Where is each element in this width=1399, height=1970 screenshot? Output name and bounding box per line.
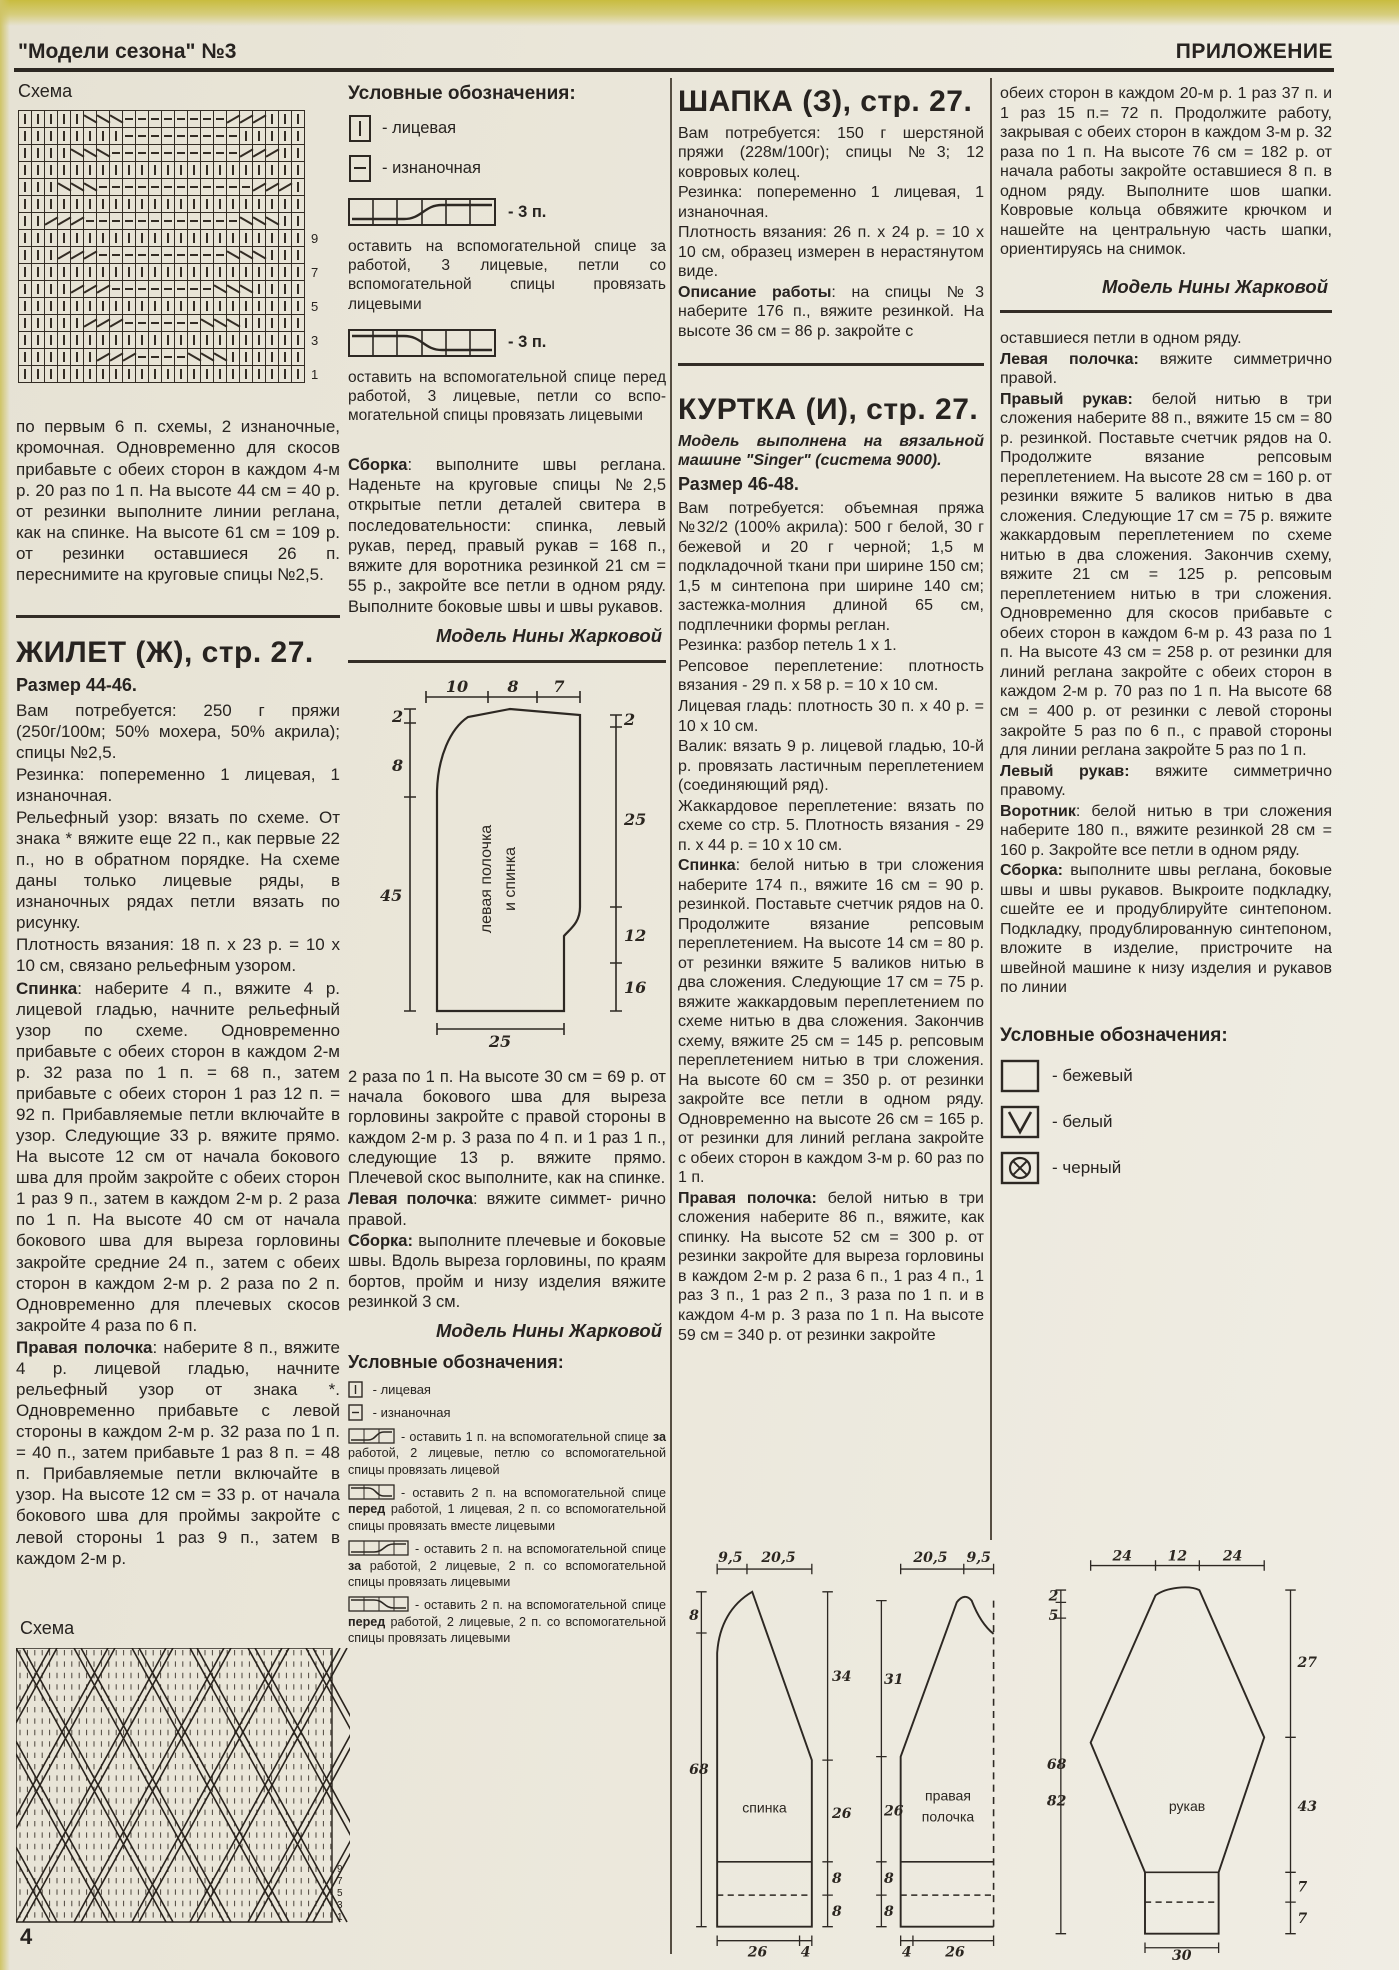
legend-item-knit	[348, 113, 666, 143]
paragraph	[348, 1189, 666, 1230]
cable-symbol-icon	[348, 1427, 396, 1445]
paragraph-text: Лицевая гладь: плотность 30 п. х 40 р. = 10 х 10 см.	[678, 698, 984, 735]
black-circle-x-square-icon	[1000, 1151, 1040, 1185]
designer-signature: Модель Нины Жарковой	[435, 1320, 662, 1342]
paragraph-text: оставшиеся петли в одном ряду.	[1000, 330, 1242, 348]
legend-item	[348, 1483, 666, 1534]
paragraph-assembly	[348, 455, 666, 617]
paragraph-text: выполните швы реглана, боковые швы и швы рукавов. Выкроите подкладку, сшейте ее и продублируйте синтепоном. Подкладку, продублированную синтепоном, вложите в изделие, пристрочите на швейной машине к низу изделия и рукавов по линии	[1000, 862, 1332, 997]
dim-label: 26	[945, 1944, 965, 1960]
svg-text:3: 3	[337, 1900, 343, 1911]
beige-square-icon	[1000, 1059, 1040, 1093]
cable-symbol-icon	[348, 1483, 396, 1501]
column-divider	[670, 78, 672, 1954]
piece-label: спинка	[742, 1799, 787, 1816]
paragraph-text: : белой нитью в три сложения наберите 180 п., вяжите резинкой 28 см = 160 р. Закройте все петли в одном ряду.	[1000, 802, 1332, 859]
dim-label: 2	[624, 709, 636, 729]
paragraph-text: : на спицы №3 наберите 176 п., вяжите резинкой. На высоте 36 см = 86 р. закройте с	[678, 283, 984, 340]
dim-label: 24	[1112, 1548, 1132, 1565]
cable-symbol-icon	[348, 1539, 410, 1557]
dim-label: 26	[884, 1803, 904, 1820]
legend-caption: - 3 п.	[508, 203, 547, 222]
paragraph	[1000, 802, 1332, 861]
dim-label: 12	[624, 925, 647, 945]
paragraph: 2 раза по 1 п. На высоте 30 см = 69 р. от начала бокового шва для выреза горловины закройте с правой стороны в каждом 2-м р. 3 раза по 4 п. и 1 раз 1 п., следующие 13 р. вяжите прямо. Плечевой скос выполните, как на спинке.	[348, 1067, 666, 1188]
legend-label: - изнаночная	[372, 1405, 451, 1421]
paragraph	[678, 636, 984, 656]
legend-bold: за	[652, 1430, 666, 1445]
legend-text: - оставить 2 п. на вспомогательной спице	[415, 1542, 666, 1557]
svg-text:1: 1	[337, 1912, 343, 1923]
paragraph-lead: Спинка	[16, 978, 78, 998]
paragraph	[678, 283, 984, 342]
legend-title: Условные обозначения:	[348, 1351, 564, 1372]
size-line: Размер 44-46.	[16, 675, 137, 696]
column-2	[348, 80, 666, 1651]
paragraph-text: Вам потребуется: 150 г шерстяной пряжи (228м/100г); спицы №3; 12 ковровых колец.	[678, 124, 984, 181]
paragraph-text: : наберите 8 п., вяжите 4 р. лицевой гладью, начните рельефный узор от знака *. Одновременно прибавьте с левой стороны в каждом 2-м р. 32 раза по 1 п. = 40 п., затем прибавьте 1 раз 8 п. = 48 п. Прибавляемые петли включайте в узор. На высоте 12 см = 33 р. от начала бокового шва для проймы закройте с левой стороны 1 раз 9 п., затем в каждом 2-м р.	[16, 1337, 340, 1568]
knit-stitch-icon	[348, 1381, 363, 1398]
legend-text: оставить на вспомогательной спице перед работой, 3 лицевые, петли со вспо- могательной спицы провязать лицевыми	[348, 368, 666, 424]
legend-label: - лицевая	[372, 1382, 431, 1398]
purl-stitch-icon	[348, 153, 372, 183]
front-schematic-diagram	[858, 1548, 1038, 1960]
paragraph-lead: Сборка	[348, 455, 408, 474]
dim-label: 45	[380, 885, 403, 905]
paragraph-lead: Левый рукав:	[1000, 762, 1130, 780]
dim-label: 31	[884, 1671, 904, 1688]
paragraph	[1000, 329, 1332, 349]
vest-schematic-diagram	[348, 679, 660, 1051]
paragraph-lead: Правая полочка:	[678, 1189, 817, 1207]
cable-back-icon	[348, 197, 498, 227]
svg-text:5: 5	[337, 1888, 343, 1899]
white-v-square-icon	[1000, 1105, 1040, 1139]
dim-label: 2	[392, 706, 404, 726]
paragraph-text: Жаккардовое переплетение: вязать по схеме со стр. 5. Плотность вязания - 29 п. х 44 р. = 10 х 10 см.	[678, 797, 984, 854]
dim-label: 25	[488, 1031, 512, 1051]
jacket-subtitle: Модель выполнена на вязальной машине "Singer" (система 9000).	[678, 432, 984, 470]
legend-item-cable-front	[348, 328, 666, 358]
dim-label: 68	[1046, 1756, 1067, 1773]
paragraph	[678, 657, 984, 696]
column-1	[16, 80, 340, 1640]
dim-label: 24	[1222, 1548, 1243, 1565]
legend-item-white	[1000, 1105, 1332, 1139]
dim-label: 26	[831, 1805, 852, 1822]
chart-label: Схема	[20, 1618, 75, 1638]
paragraph	[678, 697, 984, 736]
paragraph	[678, 797, 984, 856]
section-title: ПРИЛОЖЕНИЕ	[1175, 40, 1333, 63]
dim-label: 8	[392, 755, 404, 775]
paragraph-text: Плотность вязания: 18 п. х 23 р. = 10 х 10 см, связано рельефным узором.	[16, 935, 340, 976]
legend-text: работой, 1 лицевая, 2 п. со вспомогательной спицы провязать вместе лицевыми	[348, 1502, 666, 1533]
paragraph-lead: Спинка	[678, 857, 736, 875]
dim-label: 7	[1297, 1911, 1308, 1928]
paragraph	[678, 223, 984, 282]
dim-label: 8	[884, 1870, 894, 1887]
sleeve-schematic-diagram	[1028, 1548, 1333, 1960]
legend-item-black	[1000, 1151, 1332, 1185]
legend-item-beige	[1000, 1059, 1332, 1093]
paragraph	[678, 856, 984, 1188]
legend-text: - оставить 1 п. на вспомогательной спице	[401, 1430, 653, 1445]
legend-item	[348, 1595, 666, 1646]
dim-label: 25	[624, 809, 647, 829]
paragraph-text: Репсовое переплетение: плотность вязания - 29 п. х 58 р. = 10 х 10 см.	[678, 657, 984, 695]
dim-label: 8	[689, 1607, 699, 1624]
cable-symbol-icon	[348, 1595, 410, 1613]
dim-label: 26	[747, 1944, 768, 1960]
legend-bold: перед	[348, 1502, 386, 1517]
paragraph	[16, 764, 340, 806]
article-title-hat: ШАПКА (З), стр. 27.	[678, 85, 973, 118]
svg-text:7: 7	[337, 1876, 343, 1887]
paragraph	[678, 124, 984, 183]
article-title-vest: ЖИЛЕТ (Ж), стр. 27.	[16, 636, 314, 670]
paragraph	[1000, 861, 1332, 998]
scan-edge-top	[0, 0, 1399, 26]
purl-stitch-icon	[348, 1404, 363, 1421]
section-rule	[348, 660, 666, 663]
section-rule	[1000, 310, 1332, 313]
dim-label: 16	[624, 977, 647, 997]
dim-label: 82	[1046, 1793, 1067, 1810]
paragraph-text: вяжите симметрично правому.	[1000, 762, 1332, 800]
page-number: 4	[20, 1924, 33, 1949]
legend-label: - бежевый	[1052, 1065, 1133, 1085]
dim-label: 12	[1167, 1548, 1188, 1565]
column-divider	[990, 78, 992, 1540]
legend-title: Условные обозначения:	[348, 83, 576, 104]
article-title-jacket: КУРТКА (И), стр. 27.	[678, 393, 979, 427]
paragraph-text: Вам потребуется: 250 г пряжи (250г/100м; 50% мохера, 50% акрила); спицы №2,5.	[16, 700, 340, 762]
paragraph-lead: Левая полочка:	[1000, 350, 1139, 368]
dim-label: 30	[1172, 1948, 1192, 1960]
dim-label: 34	[831, 1669, 852, 1686]
paragraph	[16, 700, 340, 763]
dim-label: 27	[1297, 1655, 1318, 1672]
dim-label: 4	[800, 1944, 811, 1960]
paragraph	[16, 807, 340, 933]
paragraph: по первым 6 п. схемы, 2 изнаночные, кромочная. Одновременно для скосов прибавьте с обеих сторон в каждом 4-м р. 20 раз по 1 п. На высоте 44 см = 40 р. от резинки выполните линии реглана, как на спинке. На высоте 61 см = 109 р. от резинки оставшиеся 26 п. переснимите на круговые спицы №2,5.	[16, 417, 340, 584]
paragraph	[16, 934, 340, 976]
legend-title: Условные обозначения:	[1000, 1024, 1228, 1046]
paragraph-text: Резинка: разбор петель 1 х 1.	[678, 637, 897, 655]
paragraph	[678, 499, 984, 636]
paragraph-lead: Правая полочка	[16, 1337, 153, 1357]
legend-item-knit	[348, 1381, 666, 1398]
dim-label: 4	[901, 1944, 912, 1960]
paragraph	[16, 1337, 340, 1569]
dim-label: 9,5	[718, 1550, 743, 1567]
dim-label: 20,5	[761, 1550, 796, 1567]
paragraph-lead: Правый рукав:	[1000, 390, 1133, 408]
dim-label: 68	[689, 1762, 709, 1779]
designer-signature: Модель Нины Жарковой	[435, 625, 662, 647]
dim-label: 8	[507, 678, 519, 696]
paragraph-lead: Описание работы	[678, 283, 832, 301]
paragraph-text: : белой нитью в три сложения наберите 174 п., вяжите 16 см = 90 р. резинкой. Поставьте счетчик рядов на 0. Продолжите вязание репсовым переплетением. На высоте 14 см = 80 р. от резинки вяжите 5 валиков нитью в два сложения. Следующие 17 см = 75 р. вяжите жаккардовым переплетением по схеме нитью в два сложения. Закончив схему, вяжите 25 см = 145 р. репсовым переплетением нитью в три сложения. На высоте 60 см = 350 р. от резинки закройте все петли в одном ряду. Одновременно на высоте 26 см = 165 р. от резинки для линий реглана закройте с обеих сторон в каждом 3-м р. 60 раз по 1 п.	[678, 857, 984, 1187]
paragraph-lead: Левая полочка	[348, 1190, 474, 1209]
knitting-chart-vest: 9 7 5 3 1	[18, 110, 305, 383]
paragraph-text: Рельефный узор: вязать по схеме. От знака * вяжите еще 22 п., как первые 22 п., но в обратном порядке. На схеме даны только лицевые ряды, в изнаночных рядах петли вязать по рисунку.	[16, 807, 340, 933]
legend-item-purl	[348, 1404, 666, 1421]
dim-label: 10	[445, 678, 469, 696]
legend-item-purl	[348, 153, 666, 183]
piece-label: и спинка	[502, 846, 519, 911]
dim-label: 43	[1297, 1798, 1318, 1815]
paragraph-lead: Воротник	[1000, 802, 1076, 820]
svg-text:9: 9	[337, 1864, 343, 1875]
chart-label: Схема	[18, 81, 73, 101]
magazine-title: "Модели сезона" №3	[18, 40, 237, 63]
legend-item-cable-back	[348, 197, 666, 227]
paragraph-hat-continued: обеих сторон в каждом 20-м р. 1 раз 37 п. и 1 раз 15 п.= 72 п. Продолжите работу, закрывая с обеих сторон в каждом 3-м р. 32 раза по 1 п. На высоте 76 см = 182 р. от начала работы закройте оставшиеся 8 п. в одном ряду. Выполните шов шапки. Ковровые кольца обвяжите крючком и нашейте на центральную часть шапки, ориентируясь на снимок.	[1000, 85, 1332, 259]
paragraph	[16, 978, 340, 1336]
legend-caption: - 3 п.	[508, 333, 547, 352]
legend-label: - белый	[1052, 1111, 1113, 1131]
legend-label: - изнаночная	[382, 159, 481, 178]
legend-text: работой, 2 лицевые, 2 п. со вспомогательной спицы провязать лицевыми	[348, 1558, 666, 1589]
dim-label: 8	[884, 1904, 894, 1921]
knitting-chart-diamond	[16, 1648, 350, 1924]
scan-edge-left	[0, 0, 10, 1970]
legend-text: - оставить 2 п. на вспомогательной спице	[401, 1486, 666, 1501]
dim-label: 8	[831, 1904, 842, 1921]
paragraph-text: белой нитью в три сложения наберите 88 п., вяжите 15 см = 80 р. резинкой. Поставьте счетчик рядов на 0. Продолжите вязание репсовым переплетением. На высоте 28 см = 160 р. от резинки вяжите 5 валиков нитью в два сложения. Следующие 17 см = 75 р. вяжите жаккардовым переплетением по схеме нитью в два сложения. Закончив схему, вяжите 21 см = 125 р. репсовым переплетением нитью в три сложения. Одновременно для скосов прибавьте с обеих сторон в каждом 6-м р. 43 раза по 1 п. На высоте 43 см = 258 р. от резинки для линий реглана закройте с обеих сторон в каждом 2-м р. 70 раз по 1 п. На высоте 68 см = 400 р. от резинки с левой стороны закройте 5 раз по 6 п., с правой стороны для линии реглана закройте 5 раз по 1 п.	[1000, 390, 1332, 760]
paragraph-text: Валик: вязать 9 р. лицевой гладью, 10-й р. провязать ластичным переплетением (соединяющий ряд).	[678, 738, 984, 795]
dim-label: 8	[831, 1870, 842, 1887]
legend-text: оставить на вспомогательной спице за работой, 3 лицевые, петли со вспомогательной спицы провязать лицевыми	[348, 238, 666, 313]
paragraph	[678, 1189, 984, 1345]
dim-label: 7	[1297, 1879, 1308, 1896]
back-schematic-diagram	[678, 1548, 858, 1960]
piece-label: рукав	[1168, 1797, 1206, 1814]
paragraph-text: вяжите симметрично правой.	[1000, 350, 1332, 388]
paragraph	[348, 1231, 666, 1312]
legend-item	[348, 1539, 666, 1590]
paragraph-text: Плотность вязания: 26 п. х 24 р. = 10 х 10 см, образец измерен в нерастянутом виде.	[678, 224, 984, 281]
piece-label: полочка	[921, 1808, 975, 1825]
paragraph-text: белой нитью в три сложения наберите 86 п., вяжите, как спинку. На высоте 52 см = 300 р. от резинки закройте для выреза горловины в каждом 2-м р. 2 раза 6 п., 1 раз 4 п., 1 раз 3 п., 1 раз 2 п., 3 раза по 1 п. и в каждом 4-м р. 3 раза по 1 п. На высоте 59 см = 340 р. от резинки закройте	[678, 1189, 984, 1344]
column-4	[1000, 84, 1332, 1536]
paragraph	[678, 737, 984, 796]
paragraph	[1000, 350, 1332, 389]
paragraph-lead: Сборка:	[1000, 862, 1064, 880]
legend-text: работой, 2 лицевые, 2 п. со вспомогательной спицы провязать лицевыми	[348, 1614, 666, 1645]
dim-label: 20,5	[913, 1550, 948, 1567]
piece-label: правая	[925, 1787, 971, 1804]
section-rule	[16, 615, 340, 618]
paragraph-text: Вам потребуется: объемная пряжа №32/2 (100% акрила): 500 г белой, 30 г бежевой и 20 г черной; 1,5 м подкладочной ткани при ширине 150 см; 1,5 м синтепона при ширине 140 см; застежка-молния длиной 65 см, подплечники формы реглан.	[678, 499, 984, 634]
paragraph-text: Резинка: попеременно 1 лицевая, 1 изнаночная.	[16, 764, 340, 805]
legend-text: работой, 2 лицевые, петлю со вспомогательной спицы провязать лицевой	[348, 1446, 666, 1477]
legend-bold: за	[348, 1558, 362, 1573]
column-3	[678, 84, 984, 1542]
legend-label: - черный	[1052, 1157, 1122, 1177]
legend-bold: перед	[348, 1614, 386, 1629]
cable-front-icon	[348, 328, 498, 358]
paragraph-text: Резинка: попеременно 1 лицевая, 1 изнаночная.	[678, 184, 984, 221]
legend-label: - лицевая	[382, 119, 457, 138]
paragraph	[1000, 762, 1332, 801]
legend-text: - оставить 2 п. на вспомогательной спице	[415, 1598, 666, 1613]
size-line: Размер 46-48.	[678, 473, 799, 494]
dim-label: 5	[1048, 1607, 1059, 1624]
paragraph	[678, 183, 984, 222]
piece-label: левая полочка	[478, 824, 495, 934]
dim-label: 9,5	[966, 1550, 991, 1567]
dim-label: 2	[1048, 1588, 1059, 1605]
paragraph-text: выполните плечевые и боковые швы. Вдоль выреза горловины, по краям бортов, пройм и низу изделия вяжите резинкой 3 см.	[348, 1232, 666, 1311]
header-rule	[14, 68, 1334, 72]
designer-signature: Модель Нины Жарковой	[1101, 275, 1328, 297]
paragraph-text: : наберите 4 п., вяжите 4 р. лицевой гладью, начните рельефный узор по схеме. Одновременно прибавьте с обеих сторон в каждом 2-м р. 32 раза по 1 п. = 68 п., затем прибавьте с обеих сторон 1 раз 12 п. = 92 п. Прибавляемые петли включайте в узор. Следующие 33 р. вяжите прямо. На высоте 12 см от начала бокового шва для пройм закройте с обеих сторон 1 раз 9 п., затем в каждом 2-м р. 2 раза по 1 п. На высоте 40 см от начала бокового шва для выреза горловины закройте средние 24 п., затем с обеих сторон в каждом 2-м р. 2 раза по 2 п. Одновременно для плечевых скосов закройте 4 раза по 6 п.	[16, 978, 340, 1335]
legend-item	[348, 1427, 666, 1478]
knit-stitch-icon	[348, 113, 372, 143]
paragraph-lead: Сборка:	[348, 1232, 413, 1251]
paragraph-text: : вяжите симмет- рично правой.	[348, 1190, 666, 1229]
paragraph-text: : выполните швы реглана. Наденьте на круговые спицы №2,5 открытые петли деталей свитера в последовательности: спинка, левый рукав, перед, правый рукав = 168 п., вяжите для воротника резинкой 21 см = 55 р., закройте все петли в одном ряду. Выполните боковые швы и швы рукавов.	[348, 455, 666, 616]
section-rule	[678, 363, 984, 366]
dim-label: 7	[553, 678, 565, 696]
paragraph	[1000, 390, 1332, 761]
